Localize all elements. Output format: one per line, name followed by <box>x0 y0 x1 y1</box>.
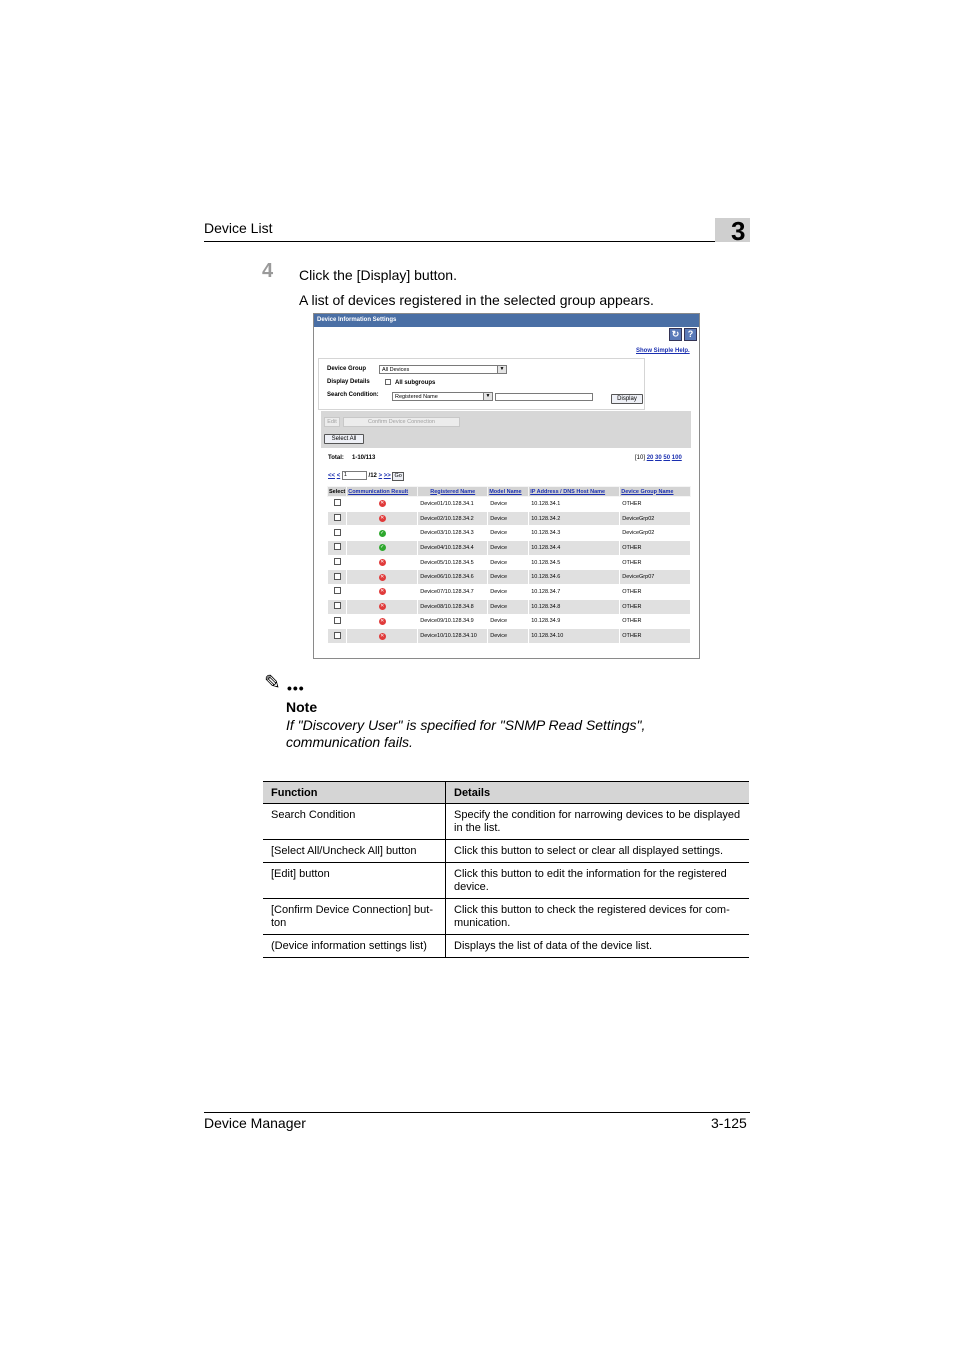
registered-name-cell: Device05/10.128.34.5 <box>418 555 488 570</box>
communication-result-cell <box>347 570 418 585</box>
function-cell: [Confirm Device Connection] but-ton <box>263 899 446 935</box>
registered-name-cell: Device09/10.128.34.9 <box>418 614 488 629</box>
error-icon: ✕ <box>380 588 385 595</box>
model-name-cell: Device <box>488 570 529 585</box>
table-row <box>263 863 749 899</box>
device-group-cell: OTHER <box>620 541 691 556</box>
ip-address-cell: 10.128.34.8 <box>529 599 620 614</box>
ip-address-cell: 10.128.34.2 <box>529 511 620 526</box>
table-row <box>263 804 749 840</box>
details-header: Details <box>446 782 750 804</box>
first-page-link[interactable]: << <box>328 473 336 480</box>
registered-name-cell: Device01/10.128.34.1 <box>418 497 488 512</box>
row-select-cell <box>328 614 347 629</box>
row-checkbox[interactable] <box>334 632 341 639</box>
error-icon: ✕ <box>380 559 385 566</box>
details-cell: Displays the list of data of the device list. <box>446 935 750 958</box>
per-page-100[interactable]: 100 <box>671 455 682 461</box>
step-result: A list of devices registered in the selected group appears. <box>299 292 654 308</box>
function-header: Function <box>263 782 446 804</box>
function-cell: [Select All/Uncheck All] button <box>263 840 446 863</box>
search-condition-value: Registered Name <box>395 394 438 400</box>
table-row <box>263 935 749 958</box>
col-device-group-name[interactable]: Device Group Name <box>621 488 674 495</box>
row-checkbox[interactable] <box>334 558 341 565</box>
row-checkbox[interactable] <box>334 573 341 580</box>
function-cell: (Device information settings list) <box>263 935 446 958</box>
row-checkbox[interactable] <box>334 587 341 594</box>
details-cell: Click this button to edit the information for the registered device. <box>446 863 750 899</box>
model-name-cell: Device <box>488 555 529 570</box>
chevron-down-icon: ▼ <box>483 393 492 400</box>
col-model-name[interactable]: Model Name <box>489 488 522 495</box>
model-name-cell: Device <box>488 629 529 644</box>
communication-result-cell <box>347 497 418 512</box>
row-checkbox[interactable] <box>334 617 341 624</box>
registered-name-cell: Device04/10.128.34.4 <box>418 541 488 556</box>
table-row <box>328 541 691 556</box>
device-group-cell: DeviceGrp07 <box>620 570 691 585</box>
action-bar <box>321 411 691 448</box>
model-name-cell: Device <box>488 599 529 614</box>
row-select-cell <box>328 497 347 512</box>
communication-result-cell <box>347 541 418 556</box>
step-instruction: Click the [Display] button. <box>299 267 457 283</box>
error-icon: ✕ <box>380 603 385 610</box>
communication-result-cell <box>347 629 418 644</box>
edit-button[interactable]: Edit <box>324 417 340 427</box>
device-settings-screenshot <box>313 313 700 659</box>
row-select-cell <box>328 585 347 600</box>
all-subgroups-label: All subgroups <box>395 380 436 386</box>
total-value: 1-10/113 <box>352 455 376 461</box>
device-group-cell: OTHER <box>620 614 691 629</box>
per-page-50[interactable]: 50 <box>663 455 671 461</box>
device-group-cell: OTHER <box>620 599 691 614</box>
device-group-value: All Devices <box>382 367 410 373</box>
col-ip-address[interactable]: IP Address / DNS Host Name <box>530 488 606 495</box>
table-header-row <box>328 487 691 497</box>
model-name-cell: Device <box>488 585 529 600</box>
model-name-cell: Device <box>488 541 529 556</box>
per-page-current: [10] <box>635 455 646 461</box>
model-name-cell: Device <box>488 511 529 526</box>
display-details-label: Display Details <box>327 379 370 385</box>
function-cell: [Edit] button <box>263 863 446 899</box>
col-communication-result[interactable]: Communication Result <box>348 488 409 495</box>
error-icon: ✕ <box>380 632 385 639</box>
ip-address-cell: 10.128.34.5 <box>529 555 620 570</box>
device-information-table <box>327 486 691 644</box>
help-icon[interactable]: ? <box>684 328 697 341</box>
table-row <box>263 899 749 935</box>
error-icon: ✕ <box>380 500 385 507</box>
page-count: /12 <box>368 473 377 480</box>
page-number-input[interactable]: 1 <box>342 471 367 480</box>
refresh-icon[interactable]: ↻ <box>669 328 682 341</box>
filter-panel <box>318 358 645 410</box>
ip-address-cell: 10.128.34.10 <box>529 629 620 644</box>
step-number: 4 <box>262 260 274 282</box>
success-icon: ✓ <box>380 529 385 536</box>
device-group-cell: OTHER <box>620 585 691 600</box>
footer-rule <box>204 1112 750 1113</box>
details-cell: Specify the condition for narrowing devices to be displayed in the list. <box>446 804 750 840</box>
row-select-cell <box>328 570 347 585</box>
communication-result-cell <box>347 526 418 541</box>
pencil-note-icon: ✎ <box>264 672 281 694</box>
ip-address-cell: 10.128.34.9 <box>529 614 620 629</box>
device-group-cell: DeviceGrp02 <box>620 526 691 541</box>
page-number: 3-125 <box>711 1115 747 1131</box>
registered-name-cell: Device06/10.128.34.6 <box>418 570 488 585</box>
device-group-cell: OTHER <box>620 555 691 570</box>
model-name-cell: Device <box>488 614 529 629</box>
row-checkbox[interactable] <box>334 543 341 550</box>
details-cell: Click this button to check the registered devices for com-munication. <box>446 899 750 935</box>
simple-help-link[interactable]: Show Simple Help. <box>636 348 690 354</box>
footer-title: Device Manager <box>204 1115 306 1131</box>
prev-page-link[interactable]: < <box>336 473 341 480</box>
next-page-link[interactable]: > <box>378 473 383 480</box>
registered-name-cell: Device07/10.128.34.7 <box>418 585 488 600</box>
table-row <box>328 497 691 512</box>
note-title: Note <box>286 699 318 715</box>
per-page-30[interactable]: 30 <box>655 455 662 461</box>
total-label: Total: <box>328 455 344 461</box>
display-button[interactable]: Display <box>611 394 643 404</box>
table-row <box>328 599 691 614</box>
table-row <box>328 614 691 629</box>
function-table <box>263 781 749 958</box>
search-condition-select[interactable] <box>392 392 493 401</box>
col-registered-name[interactable]: Registered Name <box>430 488 476 495</box>
running-header: Device List <box>204 220 273 236</box>
table-row <box>328 585 691 600</box>
select-all-button[interactable]: Select All <box>324 434 364 444</box>
success-icon: ✓ <box>380 544 385 551</box>
model-name-cell: Device <box>488 497 529 512</box>
row-select-cell <box>328 599 347 614</box>
registered-name-cell: Device02/10.128.34.2 <box>418 511 488 526</box>
note-text: If "Discovery User" is specified for "SNMP Read Settings", communication fails. <box>286 717 646 750</box>
row-select-cell <box>328 555 347 570</box>
details-cell: Click this button to select or clear all displayed settings. <box>446 840 750 863</box>
error-icon: ✕ <box>380 617 385 624</box>
table-row <box>328 629 691 644</box>
device-group-label: Device Group <box>327 366 367 372</box>
row-select-cell <box>328 526 347 541</box>
table-row <box>328 555 691 570</box>
search-condition-label: Search Condition: <box>327 392 379 398</box>
row-select-cell <box>328 511 347 526</box>
chevron-down-icon: ▼ <box>497 366 506 373</box>
all-subgroups-checkbox[interactable] <box>385 379 391 385</box>
device-group-cell: DeviceGrp02 <box>620 511 691 526</box>
search-input[interactable] <box>495 393 593 401</box>
communication-result-cell <box>347 585 418 600</box>
function-cell: Search Condition <box>263 804 446 840</box>
pager <box>328 471 404 481</box>
model-name-cell: Device <box>488 526 529 541</box>
ip-address-cell: 10.128.34.7 <box>529 585 620 600</box>
ip-address-cell: 10.128.34.1 <box>529 497 620 512</box>
row-checkbox[interactable] <box>334 499 341 506</box>
chapter-number: 3 <box>731 216 746 246</box>
device-group-cell: OTHER <box>620 497 691 512</box>
communication-result-cell <box>347 614 418 629</box>
communication-result-cell <box>347 599 418 614</box>
row-checkbox[interactable] <box>334 602 341 609</box>
communication-result-cell <box>347 511 418 526</box>
last-page-link[interactable]: >> <box>383 473 391 480</box>
device-group-select[interactable] <box>379 365 507 374</box>
table-row <box>328 570 691 585</box>
function-table-header <box>263 782 749 804</box>
error-icon: ✕ <box>380 515 385 522</box>
row-select-cell <box>328 541 347 556</box>
registered-name-cell: Device10/10.128.34.10 <box>418 629 488 644</box>
ellipsis-icon: ••• <box>287 680 305 696</box>
table-row <box>328 511 691 526</box>
go-button[interactable]: Go <box>394 473 402 480</box>
registered-name-cell: Device03/10.128.34.3 <box>418 526 488 541</box>
per-page-selector <box>635 455 682 461</box>
row-checkbox[interactable] <box>334 514 341 521</box>
row-checkbox[interactable] <box>334 529 341 536</box>
header-rule <box>204 241 750 242</box>
confirm-device-connection-button[interactable]: Confirm Device Connection <box>343 417 460 427</box>
device-group-cell: OTHER <box>620 629 691 644</box>
ip-address-cell: 10.128.34.4 <box>529 541 620 556</box>
screen-title: Device Information Settings <box>314 314 699 327</box>
row-select-cell <box>328 629 347 644</box>
table-row <box>328 526 691 541</box>
communication-result-cell <box>347 555 418 570</box>
per-page-20[interactable]: 20 <box>646 455 654 461</box>
table-row <box>263 840 749 863</box>
error-icon: ✕ <box>380 573 385 580</box>
col-select: Select <box>329 488 346 495</box>
ip-address-cell: 10.128.34.6 <box>529 570 620 585</box>
ip-address-cell: 10.128.34.3 <box>529 526 620 541</box>
registered-name-cell: Device08/10.128.34.8 <box>418 599 488 614</box>
